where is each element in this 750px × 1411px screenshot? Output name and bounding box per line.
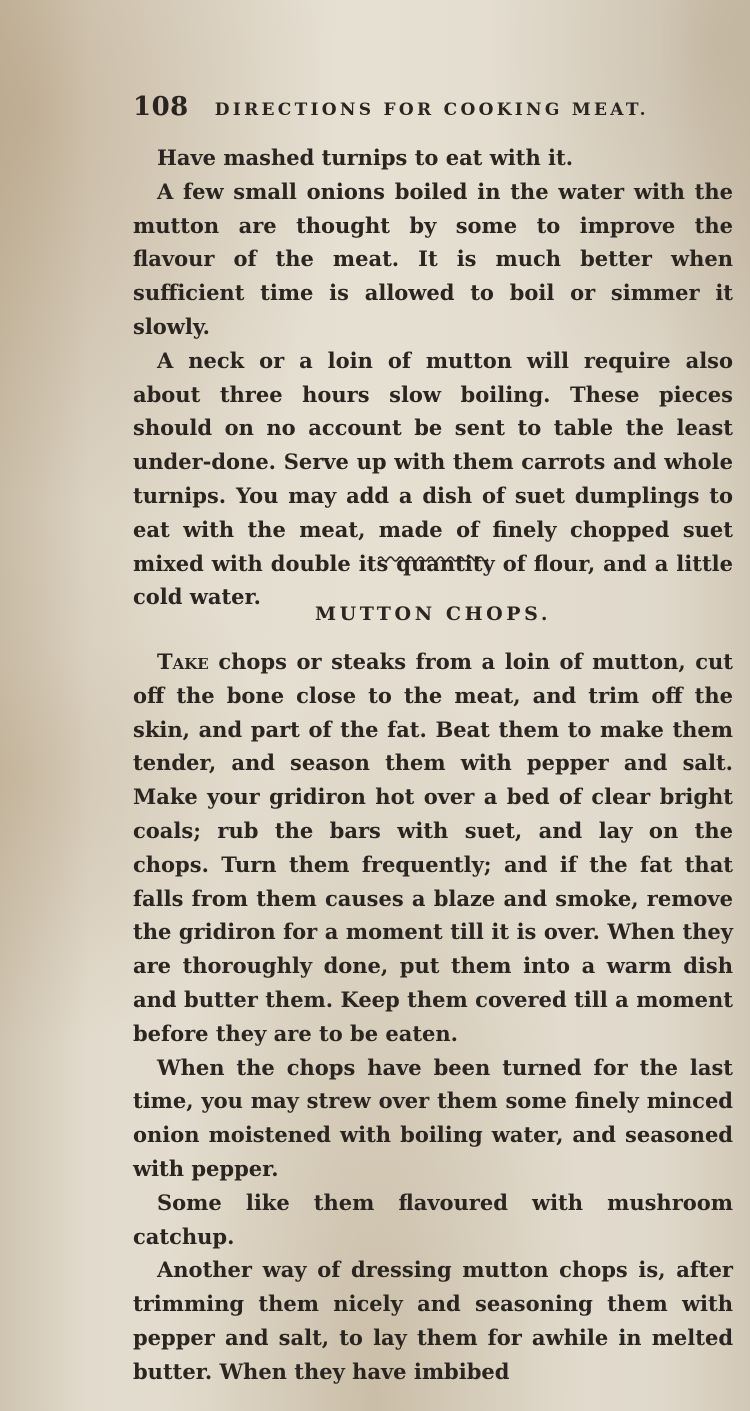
paragraph: When the chops have been turned for the last time, you may strew over them some finely minced onion moistened with boiling water, and seasoned with pepper. [133, 1054, 733, 1181]
section-heading: MUTTON CHOPS. [314, 603, 552, 625]
paragraph: A neck or a loin of mutton will require also about three hours slow boiling. These pieces should on no account be sent to table the least under-done. Serve up with them carrots and whole turnips. You may add a dish of suet dumplings to eat with the meat, made of finely chopped suet mixed with double its quantity of flour, and a little cold water. [133, 347, 733, 610]
page-number: 108 [133, 92, 189, 122]
paragraph-text: chops or steaks from a loin of mutton, cut off the bone close to the meat, and trim off the skin, and part of the fat. Beat them to make them tender, and season them with pepper and salt. Make your gridiron hot over a bed of clear bright coals; rub the bars with suet, and lay on the chops. Turn them frequently; and if the fat that falls from them causes a blaze and smoke, remove the gridiron for a moment till it is over. When they are thoroughly done, put them into a warm dish and butter them. Keep them covered till a moment before they are to be eaten. [133, 649, 733, 1046]
paragraph: Some like them flavoured with mushroom catchup. [133, 1189, 733, 1249]
boiled-mutton-text [133, 141, 733, 614]
lead-word: Take [157, 649, 209, 674]
paragraph: Have mashed turnips to eat with it. [157, 145, 574, 170]
paragraph [133, 645, 733, 1051]
mutton-chops-text [133, 645, 733, 1389]
running-title: DIRECTIONS FOR COOKING MEAT. [214, 100, 649, 120]
page-header [133, 92, 653, 122]
ornamental-divider [378, 555, 488, 563]
paragraph: A few small onions boiled in the water with the mutton are thought by some to improve the flavour of the meat. It is much better when sufficient time is allowed to boil or simmer it slowly. [133, 178, 733, 339]
paragraph: Another way of dressing mutton chops is, after trimming them nicely and seasoning them with pepper and salt, to lay them for awhile in melted butter. When they have imbibed [133, 1257, 733, 1384]
